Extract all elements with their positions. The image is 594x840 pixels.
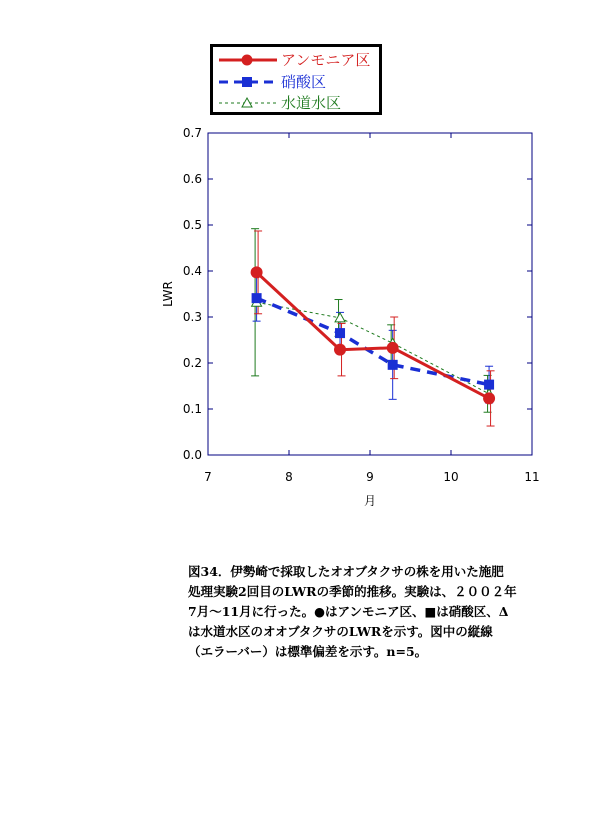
x-tick-label: 8	[285, 470, 293, 484]
data-point-nitrate	[484, 380, 494, 390]
legend-label-nitrate: 硝酸区	[281, 73, 327, 91]
data-point-nitrate	[388, 360, 398, 370]
data-point-ammonia	[251, 266, 263, 278]
x-tick-label: 10	[443, 470, 459, 484]
legend-item-nitrate	[213, 71, 379, 93]
x-axis-label: 月	[363, 494, 377, 508]
caption-line: 処理実験2回目のLWRの季節的推移。実験は、２００２年	[188, 584, 517, 599]
series-layer	[251, 229, 495, 426]
series-line	[257, 272, 490, 398]
caption-line: （エラーバー）は標準偏差を示す。n=5。	[188, 644, 428, 659]
legend-item-tapwater	[213, 92, 379, 114]
caption-line: は水道水区のオオブタクサのLWRを示す。図中の縦線	[188, 624, 493, 639]
y-tick-label: 0.3	[182, 310, 202, 324]
data-point-nitrate	[252, 293, 262, 303]
x-tick-label: 7	[204, 470, 212, 484]
data-point-nitrate	[335, 328, 345, 338]
series-line	[257, 298, 490, 385]
y-tick-label: 0.0	[182, 448, 202, 462]
y-tick-label: 0.6	[182, 172, 202, 186]
figure-caption	[188, 562, 588, 662]
data-point-ammonia	[334, 344, 346, 356]
y-tick-label: 0.5	[182, 218, 202, 232]
data-point-ammonia	[387, 342, 399, 354]
legend-swatch-nitrate	[217, 71, 281, 93]
y-axis-label: LWR	[161, 281, 175, 307]
x-tick-label: 11	[524, 470, 540, 484]
y-tick-label: 0.7	[182, 126, 202, 140]
caption-line: 図34．伊勢崎で採取したオオブタクサの株を用いた施肥	[188, 564, 504, 579]
caption-line: 7月～11月に行った。●はアンモニア区、■は硝酸区、Δ	[188, 604, 509, 619]
axis-ticks	[183, 126, 540, 484]
x-tick-label: 9	[366, 470, 374, 484]
data-point-tapwater	[335, 313, 345, 322]
y-tick-label: 0.2	[182, 356, 202, 370]
legend-swatch-tapwater	[217, 92, 281, 114]
chart-legend	[210, 44, 382, 115]
legend-label-ammonia: アンモニア区	[281, 51, 371, 69]
data-point-ammonia	[483, 392, 495, 404]
legend-item-ammonia	[213, 49, 379, 71]
y-tick-label: 0.4	[182, 264, 202, 278]
legend-swatch-ammonia	[217, 49, 281, 71]
legend-label-tapwater: 水道水区	[281, 94, 342, 112]
y-tick-label: 0.1	[182, 402, 202, 416]
